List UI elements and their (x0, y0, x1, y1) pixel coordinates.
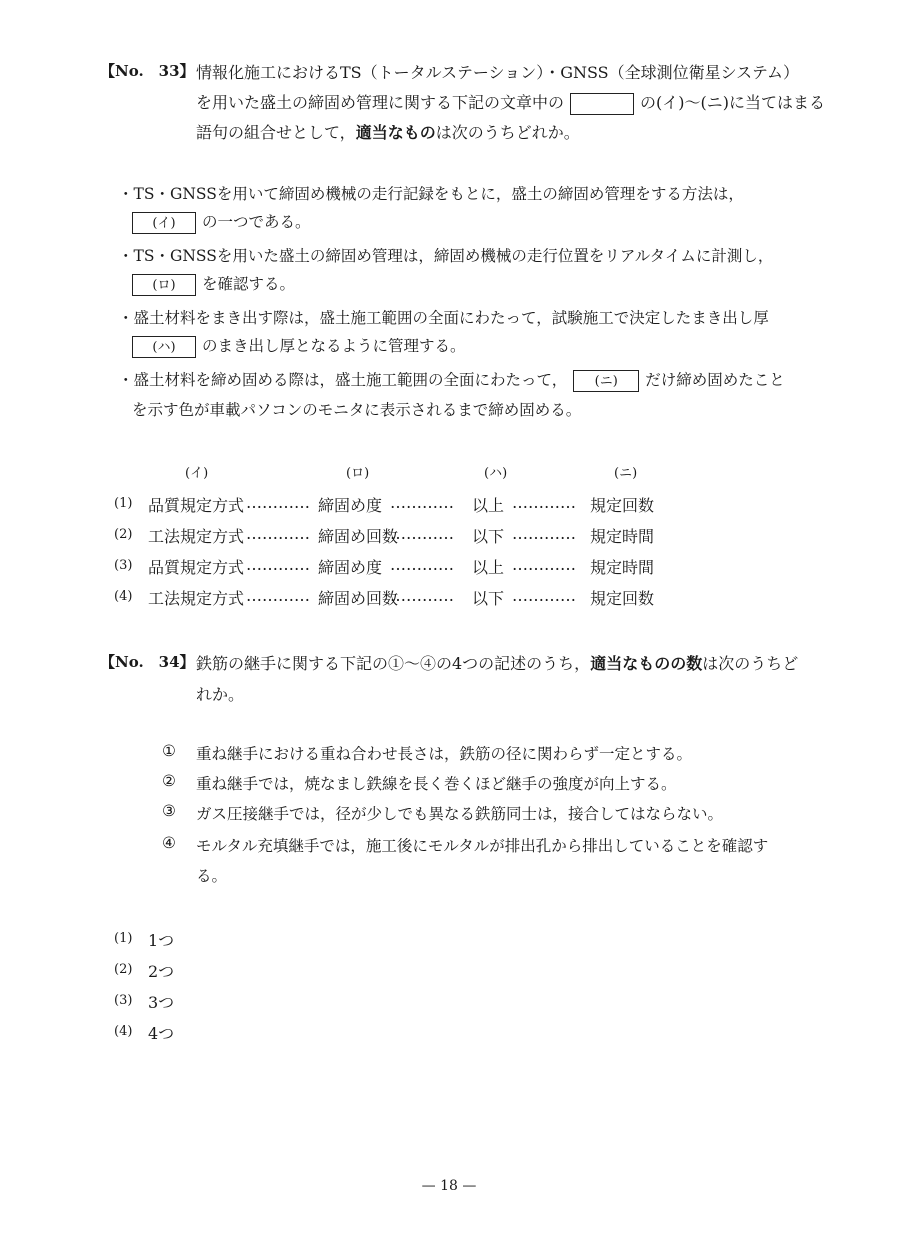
option-1-dots-3: ………… (512, 493, 576, 512)
option-1-number: (1) (114, 496, 133, 511)
page-number: — 18 — (421, 1178, 477, 1194)
q33-stem-line3-b: は次のうちどれか。 (435, 123, 580, 142)
blank-box (570, 93, 634, 115)
statement-1-text: 重ね継手における重ね合わせ長さは，鉄筋の径に関わらず一定とする。 (196, 745, 693, 763)
q34-stem-line1-b: は次のうちど (702, 654, 799, 673)
option-4-dots-1: ………… (246, 586, 310, 605)
q34-stem-line1 (196, 651, 798, 674)
option-1-ni: 規定回数 (590, 496, 655, 515)
q34-stem-line2: れか。 (196, 685, 245, 704)
answer-1-number: (1) (114, 931, 133, 946)
blank-box-i: (イ) (132, 212, 196, 234)
option-2-ni: 規定時間 (590, 527, 655, 546)
statement-4-mark: ④ (162, 834, 176, 852)
q33-stem-line3 (196, 120, 580, 143)
option-2-ro: 締固め回数 (318, 527, 399, 546)
option-3-ni: 規定時間 (590, 558, 655, 577)
option-1-ro: 締固め度 (318, 496, 383, 515)
bullet-4-line2: を示す色が車載パソコンのモニタに表示されるまで締め固める。 (132, 401, 582, 419)
q34-stem-emphasis: 適当なものの数 (590, 654, 703, 673)
option-2-dots-2: ………… (390, 524, 454, 543)
blank-box-ro: (ロ) (132, 274, 196, 296)
q33-stem-line2 (196, 90, 825, 115)
answer-1-text: 1つ (148, 931, 175, 950)
option-4-dots-2: ………… (390, 586, 454, 605)
col-header-ro: (ロ) (346, 466, 370, 481)
option-2-number: (2) (114, 527, 133, 542)
col-header-ni: (ニ) (614, 466, 638, 481)
statement-2-text: 重ね継手では，焼なまし鉄線を長く巻くほど継手の強度が向上する。 (196, 775, 677, 793)
option-3-dots-1: ………… (246, 555, 310, 574)
option-1-ha: 以上 (472, 496, 505, 515)
option-1-dots-1: ………… (246, 493, 310, 512)
bullet-4-tail: だけ締め固めたこと (645, 371, 785, 389)
option-1-i: 品質規定方式 (148, 496, 245, 515)
answer-3-number: (3) (114, 993, 133, 1008)
q34-stem-line1-a: 鉄筋の継手に関する下記の①〜④の4つの記述のうち， (196, 654, 591, 673)
bullet-1-line2 (132, 210, 311, 234)
q33-number: 【No. 33】 (100, 62, 195, 80)
option-1-dots-2: ………… (390, 493, 454, 512)
option-2-dots-1: ………… (246, 524, 310, 543)
q33-stem-line3-a: 語句の組合せとして， (196, 123, 356, 142)
bullet-2-tail: を確認する。 (202, 275, 296, 293)
option-3-dots-2: ………… (390, 555, 454, 574)
q34-number: 【No. 34】 (100, 653, 195, 671)
option-3-ha: 以上 (472, 558, 505, 577)
bullet-1-line1: ・TS・GNSSを用いて締固め機械の走行記録をもとに，盛土の締固め管理をする方法は， (118, 185, 744, 203)
blank-box-ha: (ハ) (132, 336, 196, 358)
option-4-ha: 以下 (472, 589, 505, 608)
option-4-ni: 規定回数 (590, 589, 655, 608)
q33-stem-line2-b: の(イ)〜(ニ)に当てはまる (640, 93, 825, 112)
bullet-3-line1: ・盛土材料をまき出す際は，盛土施工範囲の全面にわたって，試験施工で決定したまき出し厚 (118, 309, 769, 327)
answer-3-text: 3つ (148, 993, 175, 1012)
answer-2-text: 2つ (148, 962, 175, 981)
q33-stem-line2-a: を用いた盛土の締固め管理に関する下記の文章中の (196, 93, 565, 112)
statement-3-mark: ③ (162, 802, 176, 820)
answer-4-text: 4つ (148, 1024, 175, 1043)
statement-3-text: ガス圧接継手では，径が少しでも異なる鉄筋同士は，接合してはならない。 (196, 805, 724, 823)
option-2-i: 工法規定方式 (148, 527, 245, 546)
statement-4-text: モルタル充填継手では，施工後にモルタルが排出孔から排出していることを確認す (196, 837, 769, 855)
bullet-2-line2 (132, 272, 295, 296)
bullet-3-line2 (132, 334, 466, 358)
option-2-ha: 以下 (472, 527, 505, 546)
bullet-1-tail: の一つである。 (202, 213, 311, 231)
q33-stem-emphasis: 適当なもの (355, 123, 436, 142)
bullet-3-tail: のまき出し厚となるように管理する。 (202, 337, 466, 355)
option-4-dots-3: ………… (512, 586, 576, 605)
option-2-dots-3: ………… (512, 524, 576, 543)
answer-4-number: (4) (114, 1024, 133, 1039)
option-3-i: 品質規定方式 (148, 558, 245, 577)
option-4-i: 工法規定方式 (148, 589, 245, 608)
col-header-i: (イ) (185, 466, 209, 481)
option-3-number: (3) (114, 558, 133, 573)
bullet-2-line1: ・TS・GNSSを用いた盛土の締固め管理は，締固め機械の走行位置をリアルタイムに計測し， (118, 247, 774, 265)
statement-2-mark: ② (162, 772, 176, 790)
statement-1-mark: ① (162, 742, 176, 760)
answer-2-number: (2) (114, 962, 133, 977)
q33-stem-line1: 情報化施工におけるTS（トータルステーション）・GNSS（全球測位衛星システム） (196, 63, 800, 82)
statement-4-cont: る。 (196, 867, 228, 885)
bullet-4-head: ・盛土材料を締め固める際は，盛土施工範囲の全面にわたって， (118, 371, 568, 389)
option-4-number: (4) (114, 589, 133, 604)
bullet-4-line1 (118, 368, 785, 392)
option-3-dots-3: ………… (512, 555, 576, 574)
option-3-ro: 締固め度 (318, 558, 383, 577)
option-4-ro: 締固め回数 (318, 589, 399, 608)
blank-box-ni: (ニ) (573, 370, 639, 392)
col-header-ha: (ハ) (484, 466, 508, 481)
